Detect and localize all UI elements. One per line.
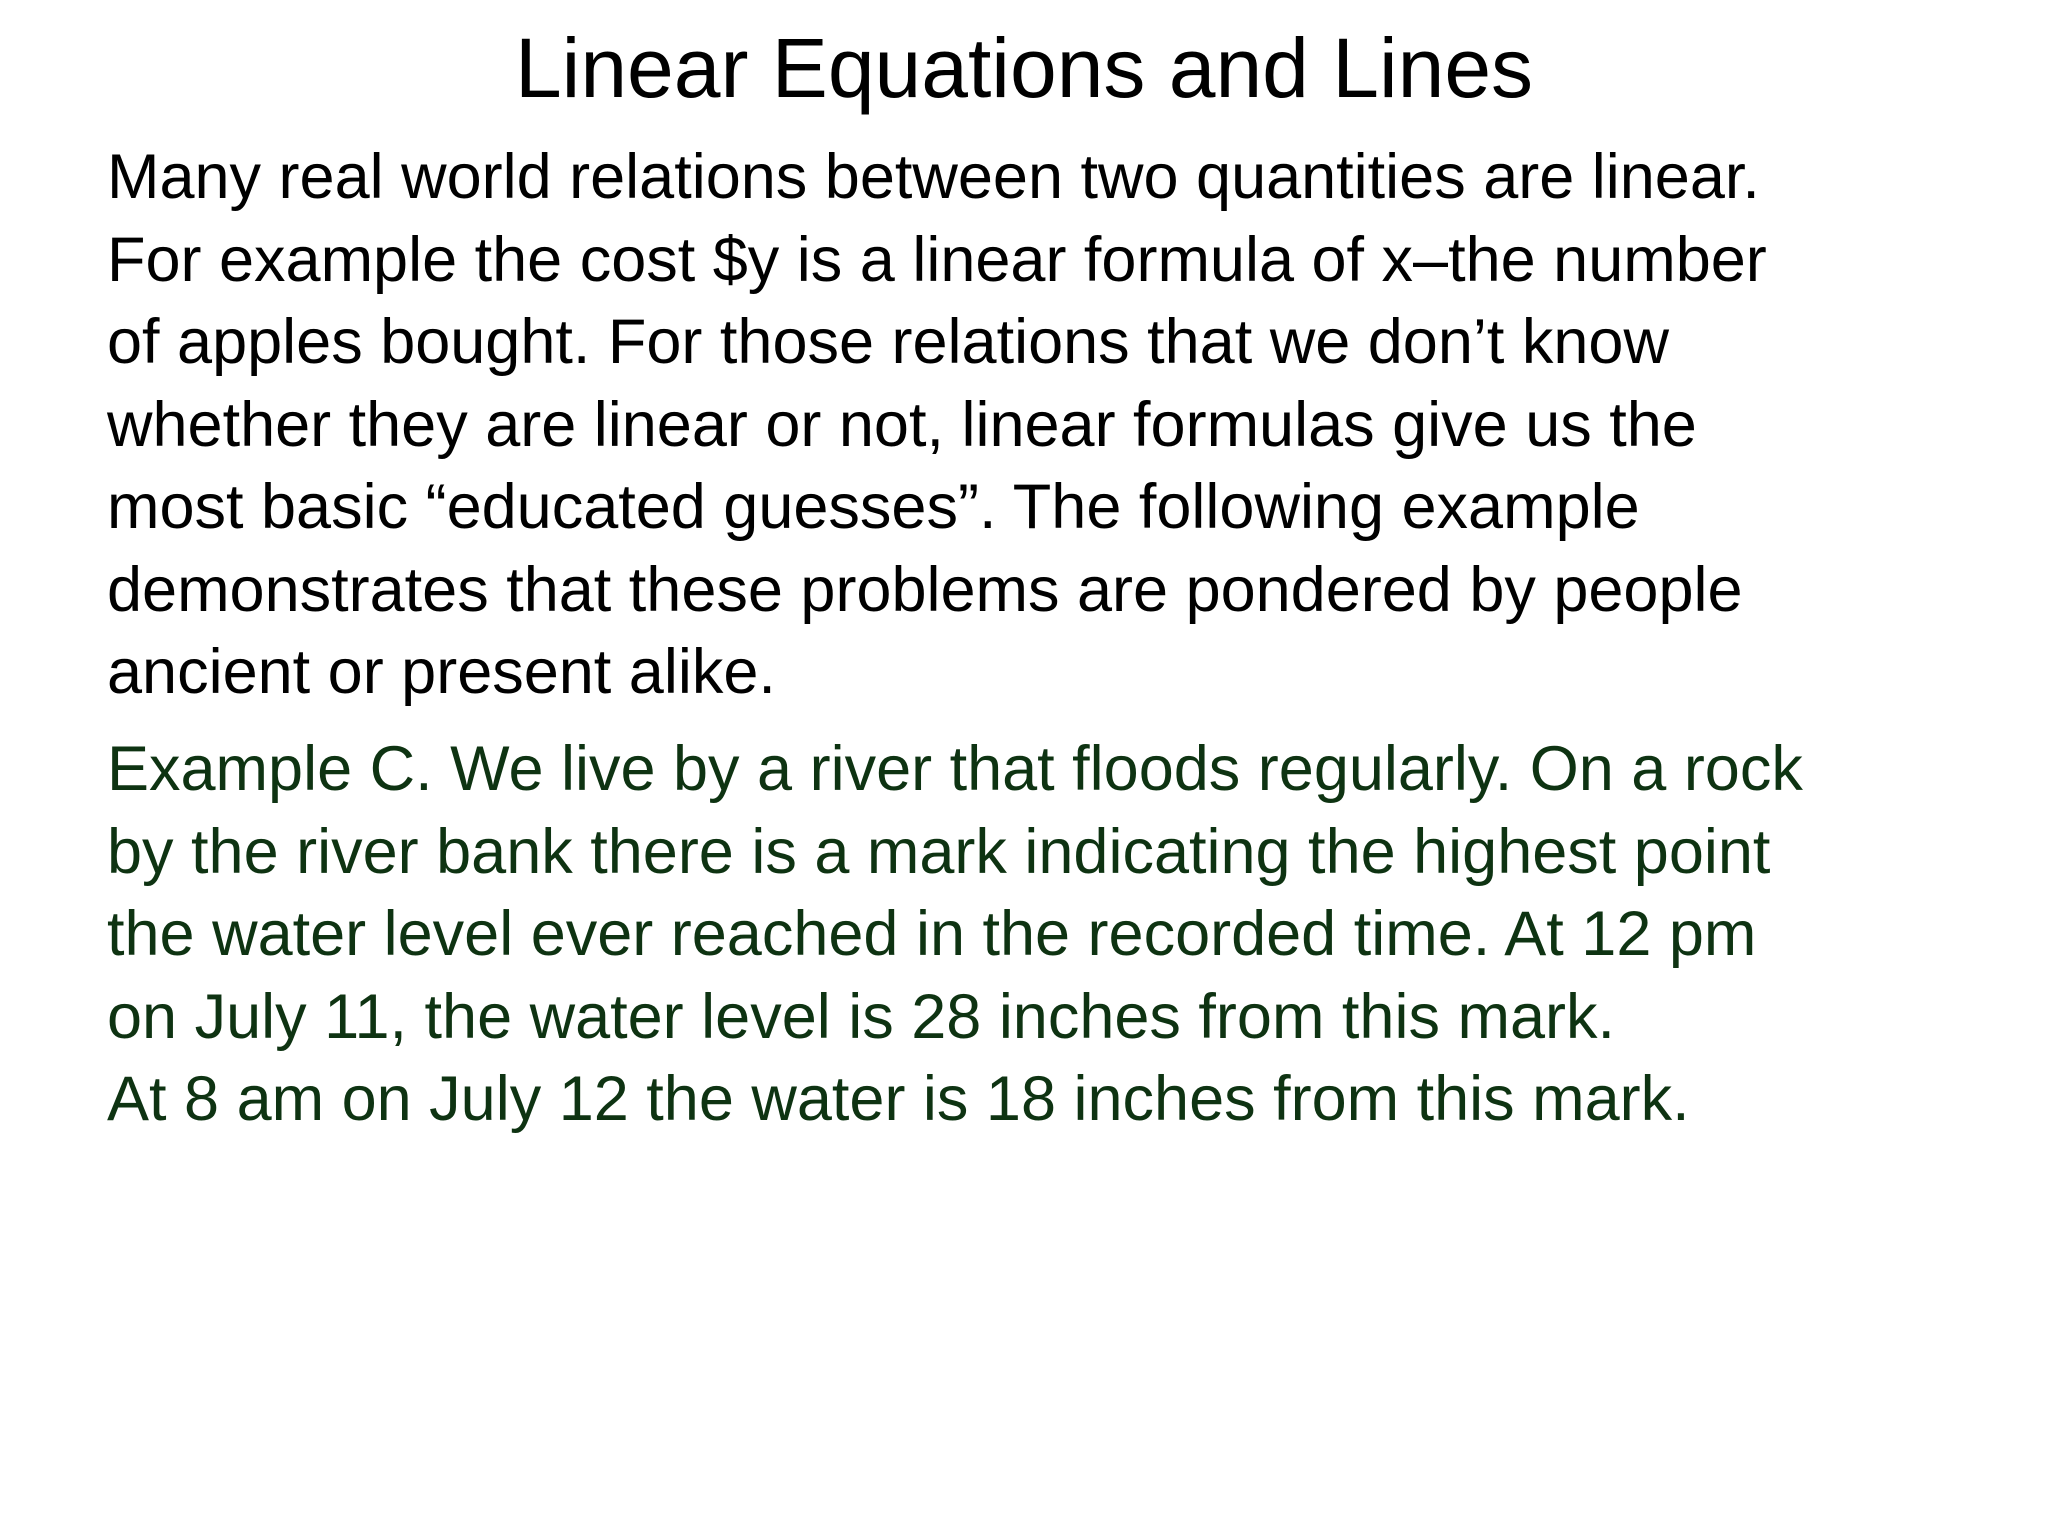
intro-line: For example the cost $y is a linear formula of x–the number [107,224,1767,295]
intro-line: whether they are linear or not, linear formulas give us the [107,389,1697,460]
intro-line: most basic “educated guesses”. The following example [107,472,1640,542]
intro-line: Many real world relations between two quantities are linear. [107,142,1760,212]
example-line: Example C. We live by a river that floods regularly. On a rock [107,734,1803,804]
intro-line: ancient or present alike. [107,637,776,707]
example-line: the water level ever reached in the recorded time. At 12 pm [107,899,1757,969]
example-line: on July 11, the water level is 28 inches from this mark. [107,981,1615,1052]
intro-line: demonstrates that these problems are pondered by people [107,554,1743,625]
example-line: At 8 am on July 12 the water is 18 inches from this mark. [107,1064,1690,1134]
intro-paragraph [107,136,2037,714]
example-line: by the river bank there is a mark indicating the highest point [107,816,1771,887]
slide-title: Linear Equations and Lines [514,21,1534,115]
example-paragraph [107,728,2037,1141]
intro-line: of apples bought. For those relations that we don’t know [107,307,1669,377]
